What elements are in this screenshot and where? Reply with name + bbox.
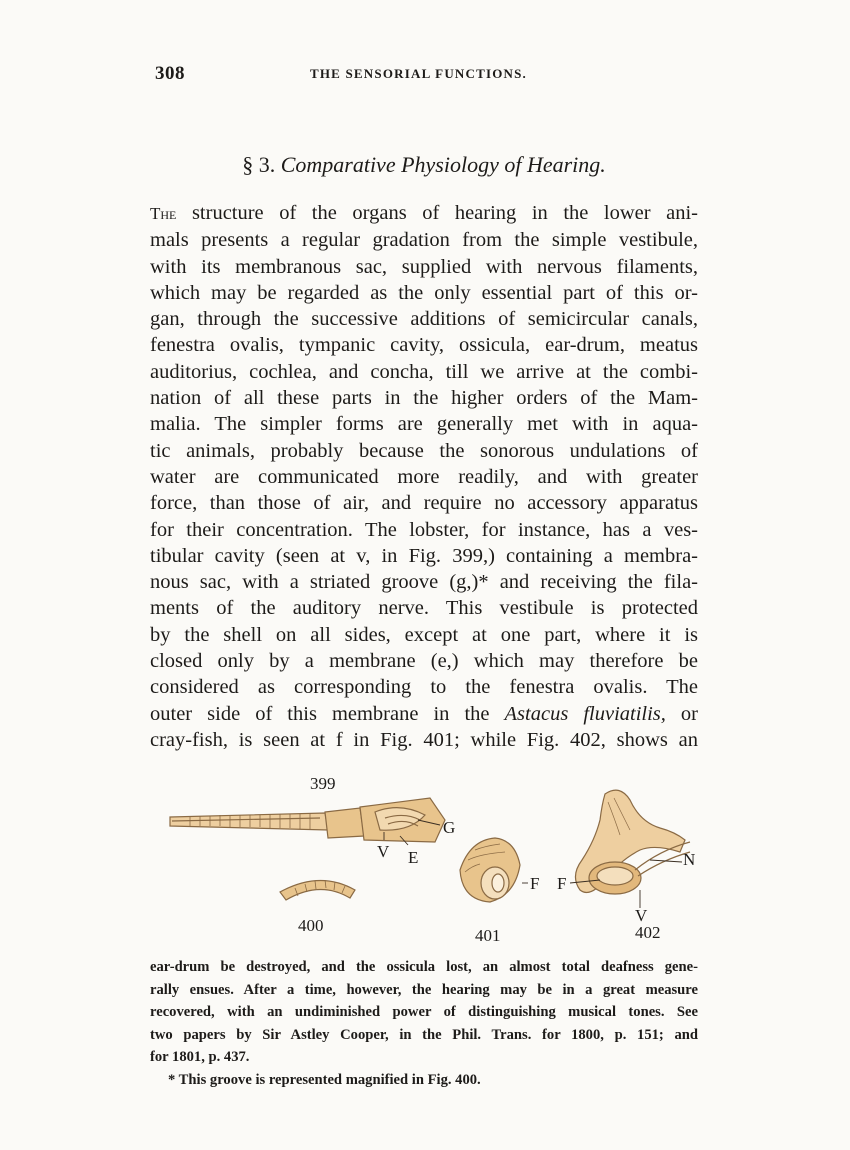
body-line: for their concentration. The lobster, for instance, has a ves- (150, 518, 698, 541)
body-line: closed only by a membrane (e,) which may therefore be (150, 650, 698, 673)
running-head: THE SENSORIAL FUNCTIONS. (310, 66, 527, 81)
fig-400-label: 400 (298, 916, 324, 935)
label-f-401: F (530, 874, 540, 893)
drop-word: The (150, 204, 177, 223)
body-line: The structure of the organs of hearing in the lower ani- (150, 202, 698, 224)
ear-plate-illustration (150, 780, 710, 950)
body-line: tibular cavity (seen at v, in Fig. 399,) containing a membra- (150, 544, 698, 567)
body-line: fenestra ovalis, tympanic cavity, ossicula, ear-drum, meatus (150, 334, 698, 357)
body-line: tic animals, probably because the sonorous undulations of (150, 439, 698, 462)
star-footnote: * This groove is represented magnified in Fig. 400. (168, 1071, 481, 1088)
page-number: 308 (155, 63, 185, 84)
label-f-402: F (557, 874, 567, 893)
footnote-line: two papers by Sir Astley Cooper, in the Phil. Trans. for 1800, p. 151; and (150, 1026, 698, 1043)
fig-402-drawing (575, 790, 690, 894)
label-v-402: V (635, 906, 648, 925)
body-line: considered as corresponding to the fenestra ovalis. The (150, 676, 698, 699)
body-line: which may be regarded as the only essential part of this or- (150, 281, 698, 304)
fig-402-label: 402 (635, 923, 661, 942)
body-line: nation of all these parts in the higher orders of the Mam- (150, 387, 698, 410)
section-heading (150, 152, 698, 178)
label-n: N (683, 850, 696, 869)
fig-399-drawing (170, 798, 445, 842)
body-line: gan, through the successive additions of semicircular canals, (150, 308, 698, 331)
section-title-text: Comparative Physiology of Hearing. (280, 152, 606, 177)
species-name: Astacus fluviatilis, (504, 702, 666, 725)
footnotes (150, 956, 698, 1091)
body-paragraph (150, 200, 698, 753)
body-line: water are communicated more readily, and with greater (150, 465, 698, 488)
footnote-line: for 1801, p. 437. (150, 1049, 250, 1065)
body-line: ments of the auditory nerve. This vestibule is protected (150, 597, 698, 620)
body-line: auditorius, cochlea, and concha, till we arrive at the combi- (150, 360, 698, 383)
body-line: by the shell on all sides, except at one part, where it is (150, 623, 698, 646)
body-line: outer side of this membrane in the Astacus fluviatilis, or (150, 702, 699, 725)
body-line: malia. The simpler forms are generally met with in aqua- (150, 413, 698, 436)
section-number: § 3. (242, 152, 276, 177)
label-v: V (377, 842, 390, 861)
body-line: cray-fish, is seen at f in Fig. 401; while Fig. 402, shows an (150, 728, 698, 751)
fig-401-drawing (460, 838, 520, 902)
body-line: force, than those of air, and require no accessory apparatus (150, 492, 698, 515)
fig-400-drawing (280, 880, 355, 900)
label-g: G (443, 818, 456, 837)
anatomical-plate (150, 774, 710, 950)
fig-401-label: 401 (475, 926, 501, 945)
fig-399-label: 399 (310, 774, 336, 793)
body-line: with its membranous sac, supplied with nervous filaments, (150, 255, 698, 278)
footnote-line: recovered, with an undiminished power of distinguishing musical tones. See (150, 1004, 698, 1020)
footnote-line: rally ensues. After a time, however, the hearing may be in a great measure (150, 981, 698, 998)
label-e: E (408, 848, 419, 867)
body-line: nous sac, with a striated groove (g,)* and receiving the fila- (150, 571, 698, 594)
footnote-line: ear-drum be destroyed, and the ossicula lost, an almost total deafness gene- (150, 959, 698, 975)
body-line: mals presents a regular gradation from the simple vestibule, (150, 229, 698, 252)
